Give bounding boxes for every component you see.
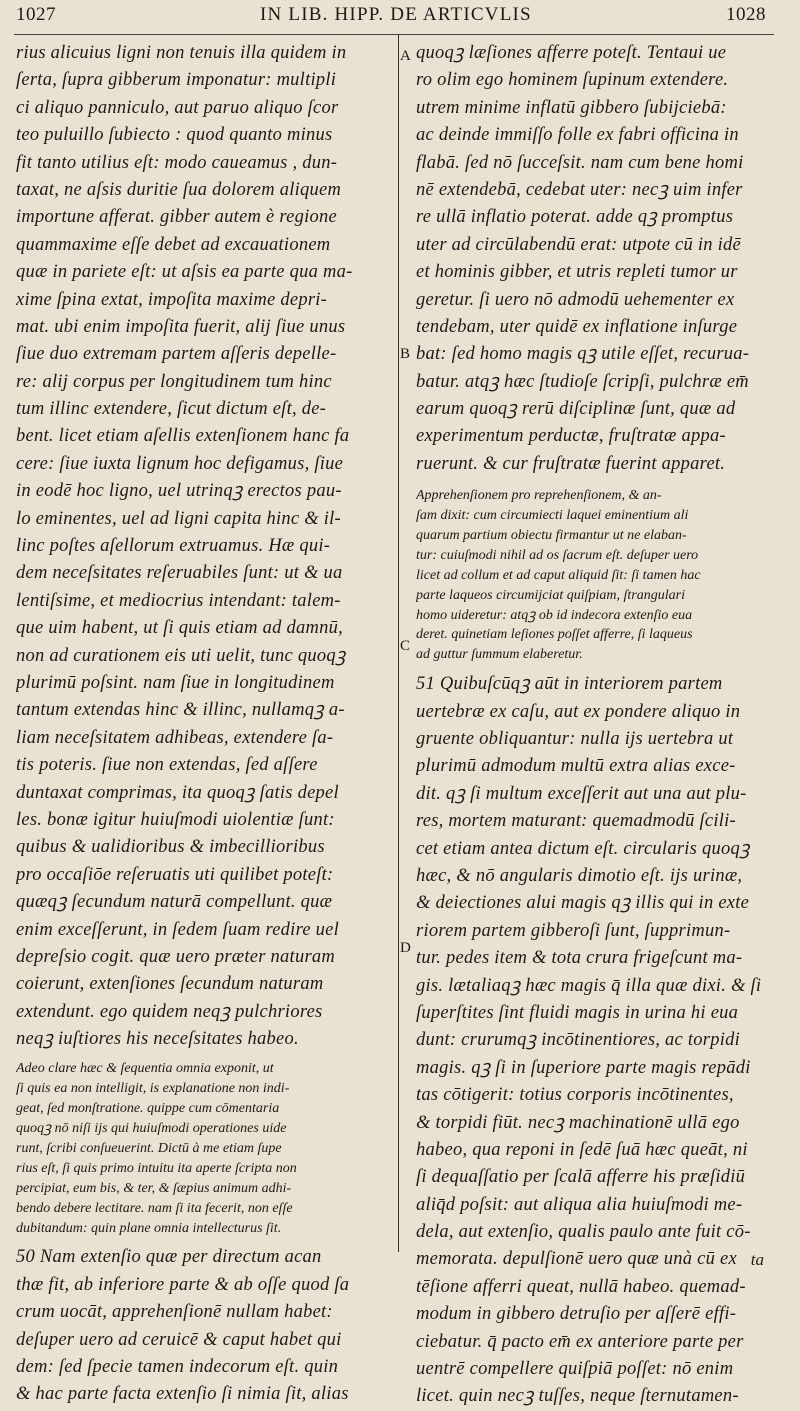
text-line: enim exceſſerunt, in ſedem ſuam redire uel	[16, 919, 340, 940]
text-line: ro olim ego hominem ſupinum extendere.	[416, 70, 729, 91]
text-line: ci aliquo panniculo, aut paruo aliquo ſcor	[16, 97, 339, 118]
left-text-block-50	[16, 1244, 392, 1408]
text-line: fit tanto utilius eſt: modo caueamus , dun-	[16, 152, 338, 173]
text-line: tantum extendas hinc & illinc, nullamqꝫ a-	[16, 700, 345, 721]
text-line: lo eminentes, uel ad ligni capita hinc & il-	[16, 508, 341, 529]
text-line: tendebam, uter quidē ex inflatione inſurge	[416, 316, 738, 337]
text-line: riorem partem gibberoſi ſunt, ſupprimun-	[416, 920, 731, 941]
text-line: cet etiam antea dictum eſt. circularis quoqꝫ	[416, 838, 750, 859]
left-column	[16, 40, 392, 1409]
text-line: 51 Quibuſcūqꝫ aūt in interiorem partem	[416, 674, 723, 695]
text-line: taxat, ne aſsis duritie ſua dolorem aliquem	[16, 179, 342, 200]
text-line: dem neceſsitates reſeruabiles ſunt: ut & ua	[16, 563, 343, 584]
text-line: quammaxime eſſe debet ad excauationem	[16, 234, 331, 255]
text-line: batur. atqꝫ hæc ſtudioſe ſcripſi, pulchræ em̄	[416, 371, 749, 392]
text-line: tas cōtigerit: totius corporis incōtinentes,	[416, 1085, 734, 1106]
text-line: ac deinde immiſſo folle ex fabri officina in	[416, 125, 739, 146]
text-line: quoqꝫ nō niſi ijs qui huiuſmodi operationes uide	[16, 1121, 287, 1137]
text-line: bat: ſed homo magis qꝫ utile eſſet, recurua-	[416, 344, 750, 365]
text-line: dem: ſed ſpecie tamen indecorum eſt. quin	[16, 1357, 339, 1378]
text-line: tur: cuiuſmodi nihil ad os ſacrum eſt. deſuper uero	[416, 547, 699, 563]
right-text-block-51	[416, 671, 776, 1411]
text-line: deret. quinetiam leſiones poſſet afferre, ſi laqueus	[416, 627, 693, 643]
text-line: 50 Nam extenſio quæ per directum acan	[16, 1247, 322, 1268]
text-line: flabā. ſed nō ſucceſsit. nam cum bene homi	[416, 152, 744, 173]
text-line: percipiat, eum bis, & ter, & ſæpius animum adhi-	[16, 1180, 292, 1196]
text-line: quæqꝫ ſecundum naturā compellunt. quæ	[16, 892, 333, 913]
text-line: magis. qꝫ ſi in ſuperiore parte magis repādi	[416, 1057, 751, 1078]
left-text-block	[16, 40, 392, 1053]
text-line: ruerunt. & cur fruſtratæ fuerint apparet.	[416, 453, 726, 474]
text-line: extendunt. ego quidem neqꝫ pulchriores	[16, 1001, 323, 1022]
text-line: uter ad circūlabendū erat: utpote cū in idē	[416, 234, 742, 255]
text-line: earum quoqꝫ rerū diſciplinæ ſunt, quæ ad	[416, 399, 736, 420]
text-line: mat. ubi enim impoſita fuerit, alij ſiue unus	[16, 316, 346, 337]
right-column	[416, 40, 776, 1411]
text-line: runt, ſcribi conſueuerint. Dictū à me etiam ſupe	[16, 1141, 282, 1157]
margin-letter-c: C	[400, 638, 411, 654]
text-line: ſiue duo extremam partem aſſeris depelle-	[16, 344, 337, 365]
text-line: dunt: crurumqꝫ incōtinentiores, ac torpidi	[416, 1030, 740, 1051]
text-line: bendo debere lectitare. nam ſi ita fecerit, non eſſe	[16, 1200, 293, 1216]
running-title: IN LIB. HIPP. DE ARTICVLIS	[260, 4, 532, 25]
text-line: gruente obliquantur: nulla ijs uertebra ut	[416, 729, 734, 750]
text-line: quoqꝫ læſiones afferre poteſt. Tentaui ue	[416, 43, 727, 63]
text-line: non ad curationem eis uti uelit, tunc quoqꝫ	[16, 645, 346, 666]
text-line: quarum partium obiectu firmantur ut ne elaban-	[416, 528, 687, 544]
text-line: rius alicuius ligni non tenuis illa quidem in	[16, 43, 347, 63]
text-line: utrem minime inflatū gibbero ſubijciebā:	[416, 97, 727, 118]
text-line: homo uideretur: atqꝫ ob id indecora extenſio eua	[416, 607, 693, 623]
text-line: gis. lætaliaqꝫ hæc magis q̄ illa quæ dixi. & ſi	[416, 975, 762, 996]
text-line: quibus & ualidioribus & imbecillioribus	[16, 837, 325, 858]
text-line: memorata. depulſionē uero quæ unà cū ex	[416, 1249, 737, 1270]
margin-letter-a: A	[400, 48, 411, 64]
text-line: uertebræ ex caſu, aut ex pondere aliquo in	[416, 701, 741, 722]
text-line: hæc, & nō angularis dimotio eſt. ijs urinæ,	[416, 866, 743, 886]
catchword: ta	[750, 1250, 764, 1269]
text-line: deſuper uero ad ceruicē & caput habet qui	[16, 1329, 342, 1350]
column-divider	[398, 34, 399, 1252]
text-line: lentiſsime, et mediocrius intendant: talem-	[16, 590, 341, 611]
text-line: neqꝫ iuſtiores his neceſsitates habeo.	[16, 1029, 299, 1050]
text-line: & torpidi fiūt. necꝫ machinationē ullā ego	[416, 1112, 740, 1133]
text-line: liam neceſsitatem adhibeas, extendere ſa-	[16, 727, 334, 748]
text-line: & deiectiones alui magis qꝫ illis qui in exte	[416, 893, 750, 914]
text-line: geretur. ſi uero nō admodū uehementer ex	[416, 289, 735, 310]
text-line: rius eſt, ſi quis primo intuitu ita aperte ſcripta non	[16, 1160, 297, 1176]
text-line: teo puluillo ſubiecto : quod quanto minus	[16, 125, 333, 146]
text-line: bent. licet etiam aſellis extenſionem hanc fa	[16, 426, 350, 447]
margin-letter-d: D	[400, 940, 411, 956]
text-line: ſerta, ſupra gibberum imponatur: multipli	[16, 70, 337, 91]
text-line: parte laqueos circumijciat quiſpiam, ſtrangulari	[416, 587, 685, 603]
text-line: dela, aut extenſio, qualis paulo ante fuit cō-	[416, 1222, 751, 1243]
text-line: coierunt, extenſiones ſecundum naturam	[16, 974, 324, 995]
spacer	[416, 478, 776, 486]
text-line: ſam dixit: cum circumiecti laquei eminentium ali	[416, 508, 689, 524]
right-commentary-block	[416, 486, 776, 665]
text-line: res, mortem maturant: quemadmodū ſcili-	[416, 811, 736, 832]
text-line: linc poſtes aſellorum extruamus. Hæ qui-	[16, 536, 331, 557]
text-line: ſi dequaſſatio per ſcalā afferre his præſidiū	[416, 1167, 746, 1188]
text-line: geat, ſed monſtratione. quippe cum cōmentaria	[16, 1101, 280, 1117]
text-line: plurimū poſsint. nam ſiue in longitudinem	[16, 672, 335, 693]
text-line: nē extendebā, cedebat uter: necꝫ uim infer	[416, 179, 743, 200]
text-line: in eodē hoc ligno, uel utrinqꝫ erectos pau-	[16, 481, 342, 502]
text-line: et hominis gibber, et utris repleti tumor ur	[416, 262, 738, 283]
text-line: duntaxat comprimas, ita quoqꝫ ſatis depel	[16, 782, 339, 803]
text-line: les. bonæ igitur huiuſmodi uiolentiæ ſunt:	[16, 809, 335, 830]
text-line: experimentum perductæ, fruſtratæ appa-	[416, 426, 726, 447]
text-line: tur. pedes item & tota crura frigeſcunt ma-	[416, 948, 743, 969]
text-line: & hac parte facta extenſio ſi nimia ſit, alias	[16, 1384, 349, 1405]
text-line: ad guttur ſummum elaberetur.	[416, 647, 583, 663]
text-line: pro occaſiōe reſeruatis uti quilibet poteſt:	[16, 864, 334, 885]
text-line: Adeo clare hæc & ſequentia omnia exponit, ut	[16, 1061, 274, 1077]
header-rule	[14, 34, 774, 35]
text-line: plurimū admodum multū extra alias exce-	[416, 756, 736, 777]
text-line: re: alij corpus per longitudinem tum hinc	[16, 371, 332, 392]
text-line: habeo, qua reponi in ſedē ſuā hæc queāt, ni	[416, 1139, 748, 1160]
text-line: depreſsio cogit. quæ uero præter naturam	[16, 946, 336, 967]
text-line: re ullā inflatio poterat. adde qꝫ promptus	[416, 207, 734, 228]
text-line: que uim habent, ut ſi quis etiam ad damnū,	[16, 618, 344, 639]
text-line: tēſione afferri queat, nullā habeo. quemad-	[416, 1276, 746, 1297]
text-line: tis poteris. ſiue non extendas, ſed aſſere	[16, 755, 318, 776]
text-line: aliq̄d poſsit: aut aliqua alia huiuſmodi me-	[416, 1194, 743, 1215]
text-line: thæ fit, ab inferiore parte & ab oſſe quod ſa	[16, 1274, 350, 1295]
left-page-number: 1027	[16, 4, 56, 25]
text-line: dit. qꝫ ſi multum exceſſerit aut una aut plu-	[416, 783, 747, 804]
text-line: quæ in pariete eſt: ut aſsis ea parte qua ma-	[16, 262, 353, 283]
text-line: licet. quin necꝫ tuſſes, neque ſternutamen-	[416, 1386, 739, 1407]
text-line: dubitandum: quin plane omnia intellecturus ſit.	[16, 1220, 282, 1236]
text-line: ciebatur. q̄ pacto em̄ ex anteriore parte per	[416, 1331, 744, 1352]
text-line: xime ſpina extat, impoſita maxime depri-	[16, 289, 328, 310]
text-line: importune afferat. gibber autem è regione	[16, 207, 337, 228]
left-commentary-block	[16, 1059, 392, 1238]
text-line: licet ad collum et ad caput aliquid ſit: ſi tamen hac	[416, 567, 701, 583]
text-line: ſuperſtites ſint fluidi magis in urina hi eua	[416, 1002, 739, 1023]
right-page-number: 1028	[726, 4, 766, 25]
margin-letter-b: B	[400, 346, 411, 362]
text-line: ſi quis ea non intelligit, is explanatione non indi-	[16, 1081, 290, 1097]
text-line: modum in gibbero detruſio per aſſerē effi-	[416, 1304, 737, 1325]
text-line: crum uocāt, apprehenſionē nullam habet:	[16, 1302, 333, 1323]
text-line: uentrē compellere quiſpiā poſſet: nō enim	[416, 1359, 734, 1380]
text-line: tum illinc extendere, ſicut dictum eſt, de-	[16, 399, 327, 420]
text-line: Apprehenſionem pro reprehenſionem, & an-	[416, 488, 662, 504]
right-text-block	[416, 40, 776, 478]
text-line: cere: ſiue iuxta lignum hoc defigamus, ſiue	[16, 453, 344, 474]
